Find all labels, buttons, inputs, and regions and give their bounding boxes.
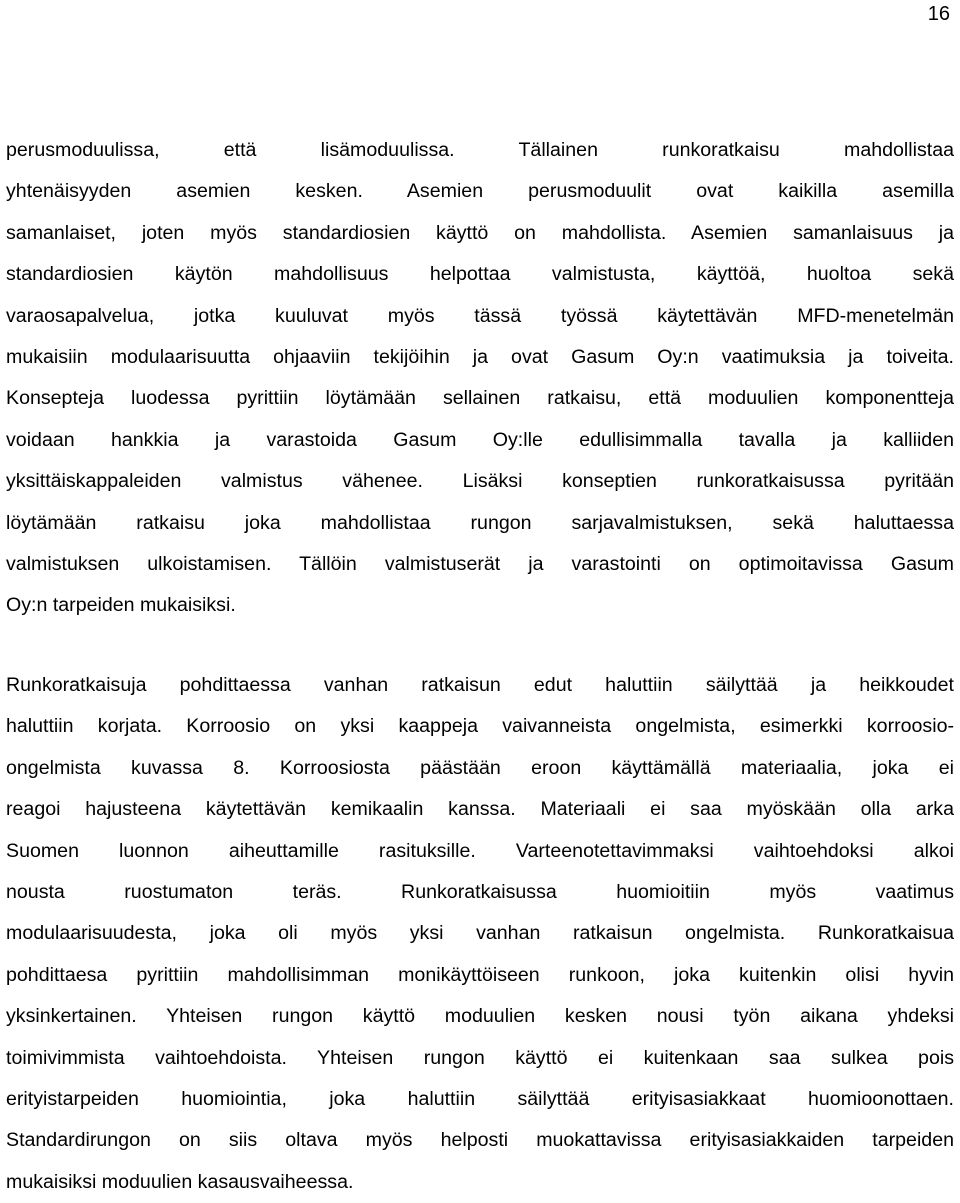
text-line: perusmoduulissa, että lisämoduulissa. Tällainen runkoratkaisu mahdollistaa — [6, 139, 954, 161]
text-line: ongelmista kuvassa 8. Korroosiosta päästään eroon käyttämällä materiaalia, joka ei — [6, 756, 954, 779]
text-line: mukaisiin modulaarisuutta ohjaaviin tekijöihin ja ovat Gasum Oy:n vaatimuksia ja toiveita. — [6, 345, 954, 368]
page-number: 16 — [927, 3, 950, 25]
text-line: standardiosien käytön mahdollisuus helpottaa valmistusta, käyttöä, huoltoa sekä — [6, 263, 954, 286]
text-line: yksittäiskappaleiden valmistus vähenee. Lisäksi konseptien runkoratkaisussa pyritään — [6, 470, 954, 493]
text-line: valmistuksen ulkoistamisen. Tällöin valmistuserät ja varastointi on optimoitavissa Gasum — [6, 552, 954, 575]
text-line: Suomen luonnon aiheuttamille rasituksille. Varteenotettavimmaksi vaihtoehdoksi alkoi — [6, 839, 954, 862]
paragraph-1 — [6, 130, 954, 627]
text-line: Oy:n tarpeiden mukaisiksi. — [6, 594, 236, 617]
text-line: varaosapalvelua, jotka kuuluvat myös tässä työssä käytettävän MFD-menetelmän — [6, 304, 954, 327]
text-line: pohdittaesa pyrittiin mahdollisimman monikäyttöiseen runkoon, joka kuitenkin olisi hyvin — [6, 963, 954, 986]
text-line: Konsepteja luodessa pyrittiin löytämään sellainen ratkaisu, että moduulien komponentteja — [6, 387, 954, 410]
text-line: haluttiin korjata. Korroosio on yksi kaappeja vaivanneista ongelmista, esimerkki korroosio- — [6, 715, 954, 738]
paragraph-2 — [6, 665, 954, 1203]
text-line: yhtenäisyyden asemien kesken. Asemien perusmoduulit ovat kaikilla asemilla — [6, 180, 954, 203]
text-line: samanlaiset, joten myös standardiosien käyttö on mahdollista. Asemien samanlaisuus ja — [6, 221, 954, 244]
text-line: mukaisiksi moduulien kasausvaiheessa. — [6, 1170, 354, 1193]
text-line: reagoi hajusteena käytettävän kemikaalin kanssa. Materiaali ei saa myöskään olla arka — [6, 798, 954, 821]
text-line: modulaarisuudesta, joka oli myös yksi vanhan ratkaisun ongelmista. Runkoratkaisua — [6, 922, 954, 945]
text-line: löytämään ratkaisu joka mahdollistaa rungon sarjavalmistuksen, sekä haluttaessa — [6, 511, 954, 534]
text-line: erityistarpeiden huomiointia, joka haluttiin säilyttää erityisasiakkaat huomioonottaen. — [6, 1087, 954, 1110]
text-line: Runkoratkaisuja pohdittaessa vanhan ratkaisun edut haluttiin säilyttää ja heikkoudet — [6, 674, 954, 696]
text-line: nousta ruostumaton teräs. Runkoratkaisussa huomioitiin myös vaatimus — [6, 880, 954, 903]
text-line: yksinkertainen. Yhteisen rungon käyttö moduulien kesken nousi työn aikana yhdeksi — [6, 1005, 954, 1028]
text-line: Standardirungon on siis oltava myös helposti muokattavissa erityisasiakkaiden tarpeiden — [6, 1129, 954, 1152]
text-line: voidaan hankkia ja varastoida Gasum Oy:lle edullisimmalla tavalla ja kalliiden — [6, 428, 954, 451]
text-line: toimivimmista vaihtoehdoista. Yhteisen rungon käyttö ei kuitenkaan saa sulkea pois — [6, 1046, 954, 1069]
